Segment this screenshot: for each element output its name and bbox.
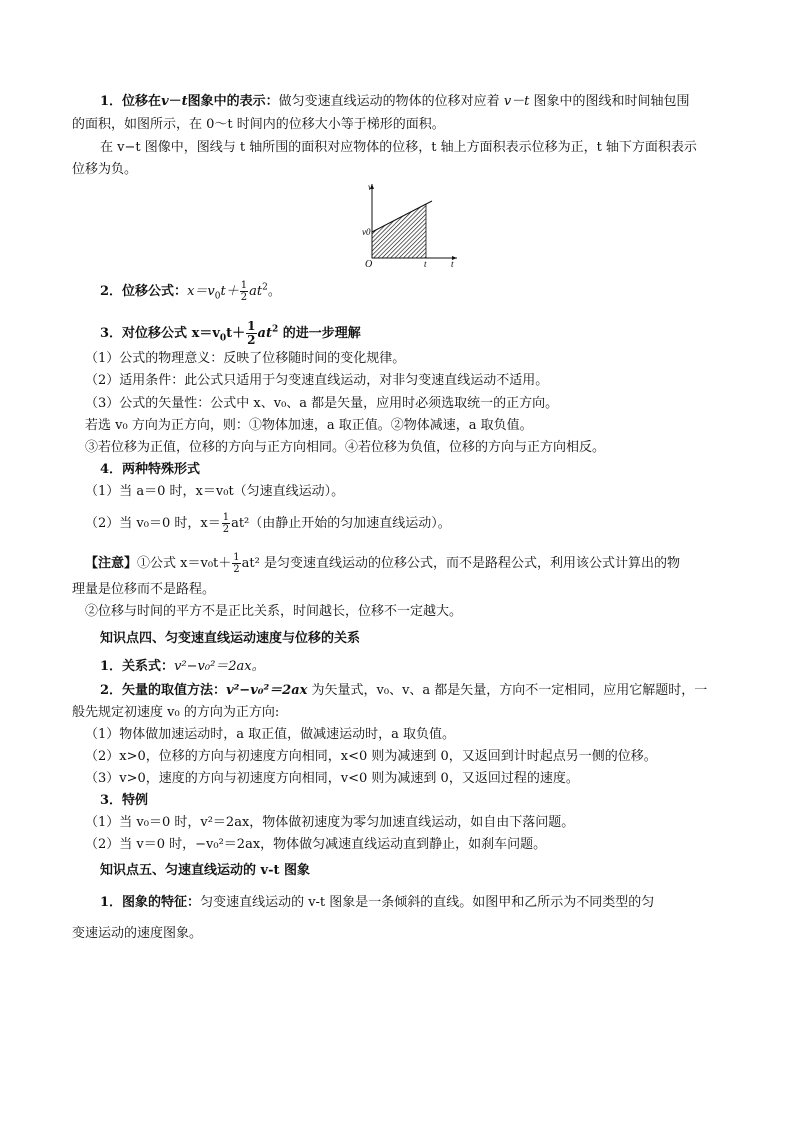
s5-item1-num: 1．: [100, 895, 123, 910]
s4-item2-title: 矢量的取值方法：: [122, 683, 227, 698]
p1-text: 做匀变速直线运动的物体的位移对应着: [278, 94, 500, 109]
p4-sub0: 0: [219, 333, 227, 344]
p4-item-4: 若选 v₀ 方向为正方向，则：①物体加速，a 取正值。②物体减速，a 取负值。: [85, 418, 533, 433]
p3-frac-num: 1: [240, 280, 248, 291]
s5-item1-title: 图象的特征：: [122, 895, 201, 910]
p3-sub0: 0: [214, 291, 221, 302]
p3-title: 位移公式：: [122, 284, 188, 299]
section4-item2: [100, 681, 760, 701]
p1-vt2: v－t: [503, 94, 530, 109]
section4-sub3: （3）v>0，速度的方向与初速度方向相同，v<0 则为减速到 0，又返回过程的速度。: [85, 771, 579, 786]
p4-title: [100, 320, 760, 347]
s4-item2-num: 2．: [100, 683, 123, 698]
p1-dash: －: [168, 94, 182, 109]
p1-num: 1．: [100, 94, 123, 109]
p5-title: 4．两种特殊形式: [100, 462, 201, 477]
note-frac-den: 2: [233, 564, 240, 575]
section5-item1: [100, 893, 760, 913]
p4-item-1: （1）公式的物理意义：反映了位移随时间的变化规律。: [85, 351, 406, 366]
origin-label: O: [365, 259, 373, 268]
p3-fraction: [240, 280, 248, 303]
p4-frac-den: 2: [247, 333, 256, 347]
p2-line2: 位移为负。: [72, 162, 138, 177]
note-frac-num: 1: [233, 552, 240, 563]
p1-title2: 图象中的表示：: [187, 94, 279, 109]
section5-title: 知识点五、匀速直线运动的 v-t 图象: [100, 863, 311, 878]
s4-item1-num: 1．: [100, 659, 123, 674]
p4-tail: 的进一步理解: [278, 326, 361, 341]
p3-formula-pre: x＝v: [187, 284, 215, 299]
p1-line2: 的面积，如图所示，在 0～t 时间内的位移大小等于梯形的面积。: [72, 117, 445, 132]
p3-sup2: 2: [262, 282, 268, 293]
v-axis-label: v: [368, 182, 372, 192]
p1-text2: 图象中的图线和时间轴包围: [533, 94, 690, 109]
p4-post: at: [257, 326, 272, 341]
section4-title: 知识点四、匀变速直线运动速度与位移的关系: [100, 631, 361, 646]
note-fraction: [232, 552, 240, 575]
p4-frac-num: 1: [247, 319, 256, 333]
s4-item1-title: 关系式：: [122, 659, 175, 674]
p4-item-2: （2）适用条件：此公式只适用于匀变速直线运动，对非匀变速直线运动不适用。: [85, 373, 549, 388]
s4-item2-formula: v²−v₀²＝2ax: [226, 683, 308, 698]
note-post: at² 是匀变速直线运动的位移公式，而不是路程公式，利用该公式计算出的物: [241, 556, 680, 571]
p1-line1: [100, 92, 760, 112]
p4-item-5: ③若位移为正值，位移的方向与正方向相同。④若位移为负值，位移的方向与正方向相反。: [85, 440, 606, 455]
note-line1: [85, 552, 745, 575]
hatched-area: [372, 204, 426, 258]
s4-item2-text: 为矢量式，v₀、v、a 都是矢量，方向不一定相同，应用它解题时，一: [307, 683, 708, 698]
p1-t: t: [181, 94, 188, 109]
p3-frac-den: 2: [240, 292, 248, 303]
section4-item2-line2: 般先规定初速度 v₀ 的方向为正方向:: [72, 705, 280, 720]
v0-label: v0: [362, 227, 371, 237]
p5-fraction: [222, 512, 230, 535]
note-line2: 理量是位移而不是路程。: [72, 582, 216, 597]
p1-title: 位移在: [122, 94, 162, 109]
p4-fraction: [246, 320, 256, 347]
p4-sup2: 2: [271, 324, 279, 335]
p3-end: 。: [267, 284, 281, 299]
section4-example2: （2）当 v＝0 时，−v₀²＝2ax，物体做匀减速直线运动直到静止，如刹车问题。: [85, 837, 547, 852]
p4-item-3: （3）公式的矢量性：公式中 x、v₀、a 都是矢量，应用时必须选取统一的正方向。: [85, 396, 559, 411]
p5-item-1: （1）当 a＝0 时，x＝v₀t（匀速直线运动）。: [85, 484, 345, 499]
s4-item1-formula: v²−v₀²＝2ax。: [174, 659, 265, 674]
p2-line1: 在 v−t 图像中，图线与 t 轴所围的面积对应物体的位移，t 轴上方面积表示位移为正，t 轴下方面积表示: [100, 140, 697, 155]
p4-mid: t＋: [226, 326, 246, 341]
p5-item2-pre: （2）当 v₀＝0 时，x＝: [85, 516, 221, 531]
note-pre: ①公式 x＝v₀t＋: [137, 556, 232, 571]
p3-formula-post: at: [249, 284, 263, 299]
p4-title-text: 对位移公式 x＝v: [122, 326, 220, 341]
p4-num: 3．: [100, 326, 123, 341]
t-tick-label: t: [424, 259, 427, 268]
section4-item1: [100, 657, 760, 677]
p3-formula-mid: t＋: [220, 284, 239, 299]
section5-item1-line2: 变速运动的速度图象。: [72, 926, 203, 941]
displacement-formula: [100, 280, 760, 303]
p1-v: v: [161, 94, 169, 109]
t-axis-label: t: [451, 259, 454, 268]
note-line3: ②位移与时间的平方不是正比关系，时间越长，位移不一定越大。: [85, 604, 463, 619]
note-tag: 【注意】: [85, 556, 138, 571]
p5-frac-den: 2: [222, 524, 230, 535]
p5-frac-num: 1: [222, 512, 230, 523]
section4-sub1: （1）物体做加速运动时，a 取正值，做减速运动时，a 取负值。: [85, 727, 456, 742]
section4-example1: （1）当 v₀＝0 时，v²＝2ax，物体做初速度为零匀加速直线运动，如自由下落问题。: [85, 815, 575, 830]
section4-sub2: （2）x>0，位移的方向与初速度方向相同，x<0 则为减速到 0，又返回到计时起点另一侧的位移。: [85, 749, 657, 764]
vt-area-figure: [362, 180, 462, 268]
s5-item1-text: 匀变速直线运动的 v-t 图象是一条倾斜的直线。如图甲和乙所示为不同类型的匀: [200, 895, 655, 910]
p5-item-2: [85, 512, 745, 535]
p3-num: 2．: [100, 284, 123, 299]
section4-item3-title: 3．特例: [100, 793, 149, 808]
p5-item2-post: at²（由静止开始的匀加速直线运动）。: [231, 516, 451, 531]
